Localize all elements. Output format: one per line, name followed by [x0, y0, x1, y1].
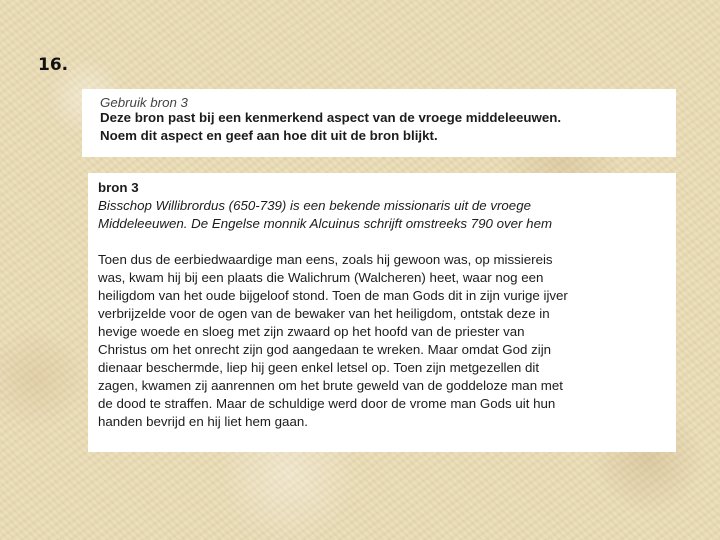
source-intro-line: Bisschop Willibrordus (650-739) is een bekende missionaris uit de vroege	[98, 198, 531, 213]
question-box	[82, 89, 676, 157]
source-title: bron 3	[98, 180, 139, 195]
source-text-line: zagen, kwamen zij aanrennen om het brute geweld van de goddeloze man met	[98, 378, 563, 393]
source-intro	[98, 197, 676, 233]
source-text-line: dienaar beschermde, liep hij geen enkel letsel op. Toen zijn metgezellen dit	[98, 360, 540, 375]
source-text-line: handen bevrijd en hij liet hem gaan.	[98, 414, 308, 429]
source-text-line: hevige woede en sloeg met zijn zwaard op het hoofd van de priester van	[98, 324, 525, 339]
source-text-line: verbrijzelde voor de ogen van de bewaker van het heiligdom, ontstak deze in	[98, 306, 550, 321]
source-text-line: Toen dus de eerbiedwaardige man eens, zoals hij gewoon was, op missiereis	[98, 252, 553, 267]
source-text-line: de dood te straffen. Maar de schuldige werd door de vrome man Gods uit hun	[98, 396, 556, 411]
source-text-line: heiligdom van het oude bijgeloof stond. Toen de man Gods dit in zijn vurige ijver	[98, 288, 568, 303]
source-text-line: was, kwam hij bij een plaats die Walichrum (Walcheren) heet, waar nog een	[98, 270, 544, 285]
question-line-2: Noem dit aspect en geef aan hoe dit uit de bron blijkt.	[100, 128, 438, 143]
source-text-line: Christus om het onrecht zijn god aangedaan te wreken. Maar omdat God zijn	[98, 342, 552, 357]
source-intro-line: Middeleeuwen. De Engelse monnik Alcuinus schrijft omstreeks 790 over hem	[98, 216, 553, 231]
question-title: Gebruik bron 3	[100, 97, 188, 109]
slide-number: 16.	[38, 55, 69, 75]
source-text	[98, 251, 676, 431]
question-line-1: Deze bron past bij een kenmerkend aspect van de vroege middeleeuwen.	[100, 110, 562, 125]
source-box	[88, 173, 676, 452]
